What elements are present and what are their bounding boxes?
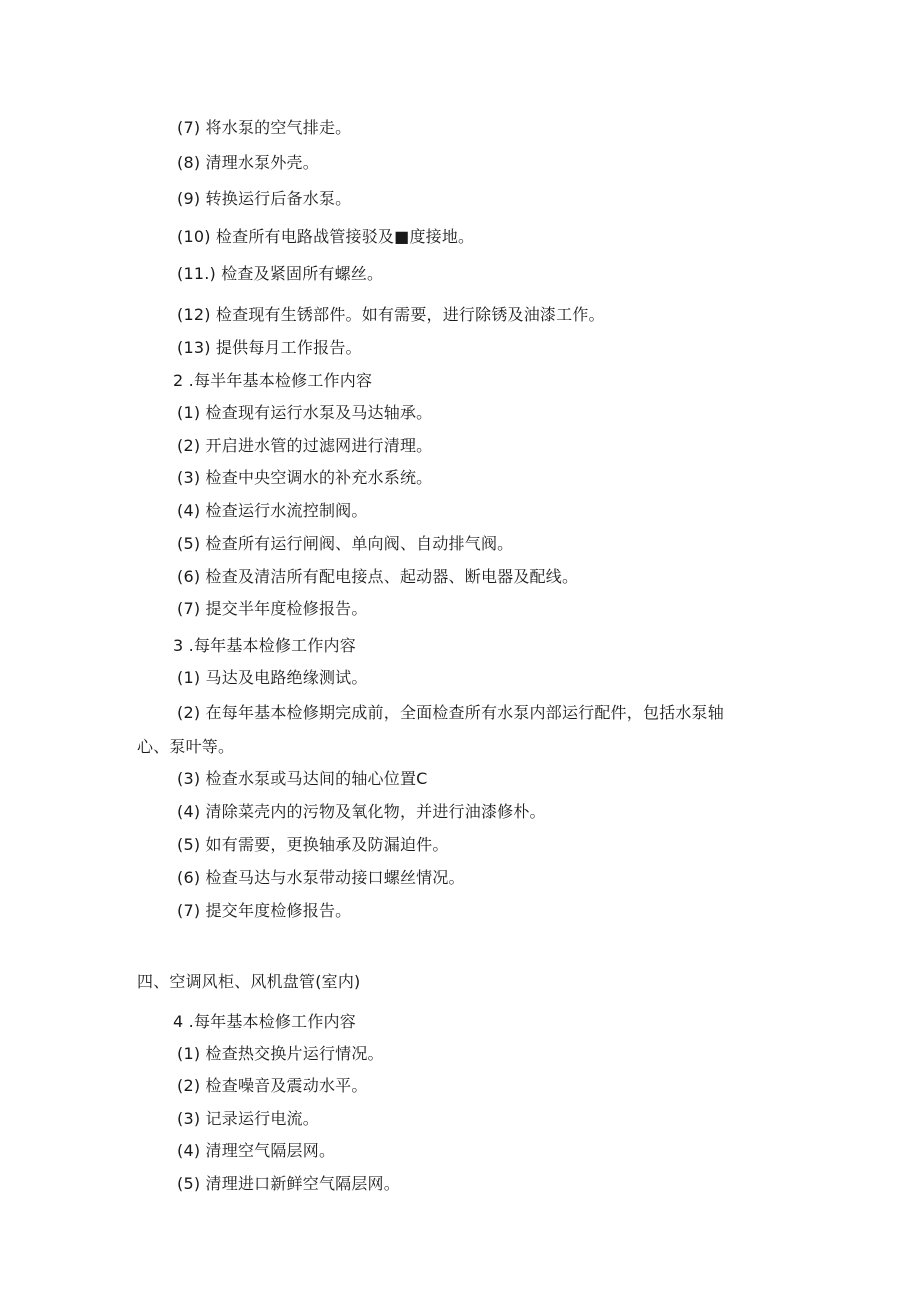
- list-item: (9) 转换运行后备水泵。: [177, 189, 352, 208]
- list-item: (1) 检查现有运行水泵及马达轴承。: [177, 403, 433, 422]
- list-item-continuation: 心、泵叶等。: [137, 737, 235, 756]
- list-item: (8) 清理水泵外壳。: [177, 153, 319, 172]
- list-item: (1) 检查热交换片运行情况。: [177, 1044, 384, 1063]
- list-item: (7) 提交半年度检修报告。: [177, 599, 368, 618]
- list-item: (3) 记录运行电流。: [177, 1109, 319, 1128]
- list-item: (5) 检查所有运行闸阀、单向阀、自动排气阀。: [177, 534, 514, 553]
- list-item: (5) 清理进口新鲜空气隔层网。: [177, 1174, 400, 1193]
- list-item: (7) 将水泵的空气排走。: [177, 118, 352, 137]
- list-item: (3) 检查水泵或马达间的轴心位置C: [177, 769, 428, 788]
- list-item: (7) 提交年度检修报告。: [177, 901, 352, 920]
- section-heading: 2 .每半年基本检修工作内容: [173, 371, 373, 390]
- chapter-heading: 四、空调风柜、风机盘管(室内): [137, 972, 361, 991]
- list-item: (2) 开启进水管的过滤网进行清理。: [177, 436, 433, 455]
- list-item: (2) 检查噪音及震动水平。: [177, 1076, 368, 1095]
- list-item: (1) 马达及电路绝缘测试。: [177, 668, 368, 687]
- list-item: (6) 检查及清洁所有配电接点、起动器、断电器及配线。: [177, 567, 579, 586]
- section-heading: 3 .每年基本检修工作内容: [173, 636, 356, 655]
- list-item: (2) 在每年基本检修期完成前，全面检查所有水泵内部运行配件，包括水泵轴: [177, 703, 724, 722]
- list-item: (4) 检查运行水流控制阀。: [177, 501, 368, 520]
- list-item: (5) 如有需要，更换轴承及防漏迫件。: [177, 835, 449, 854]
- list-item: (3) 检查中央空调水的补充水系统。: [177, 468, 433, 487]
- list-item: (12) 检查现有生锈部件。如有需要，进行除锈及油漆工作。: [177, 305, 605, 324]
- list-item: (10) 检查所有电路战管接驳及■度接地。: [177, 227, 475, 246]
- list-item: (4) 清除菜壳内的污物及氧化物，并进行油漆修朴。: [177, 802, 546, 821]
- list-item: (13) 提供每月工作报告。: [177, 338, 362, 357]
- list-item: (11.) 检查及紧固所有螺丝。: [177, 264, 384, 283]
- section-heading: 4 .每年基本检修工作内容: [173, 1012, 356, 1031]
- list-item: (6) 检查马达与水泵带动接口螺丝情况。: [177, 868, 465, 887]
- list-item: (4) 清理空气隔层网。: [177, 1141, 336, 1160]
